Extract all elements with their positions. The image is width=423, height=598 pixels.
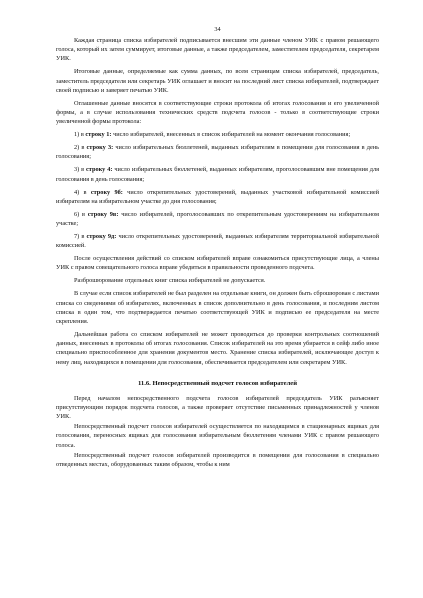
paragraph-text: число избирательных бюллетеней, выданных избирателям, проголосовавшим вне помещения для голосования в день голосования; xyxy=(56,166,379,183)
row-reference: строку 1: xyxy=(85,131,112,139)
row-reference: строку 9д: xyxy=(86,233,117,241)
paragraph xyxy=(56,276,379,285)
paragraph xyxy=(56,67,379,95)
text-block-bottom xyxy=(56,394,379,469)
paragraph-text: 1) в xyxy=(74,131,86,139)
paragraph xyxy=(56,254,379,272)
paragraph xyxy=(56,188,379,206)
paragraph-text: число избирательных бюллетеней, выданных избирателям в помещении для голосования в день голосования; xyxy=(56,144,379,161)
paragraph xyxy=(56,289,379,326)
paragraph-text: Итоговые данные, определяемые как сумма данных, по всем страницам списка избирателей, председатель, заместитель председателя или секретарь УИК оглашает и вносит на последний лист списка избирателей, подтверждает своей подписью и заверяет печатью УИК. xyxy=(56,68,379,94)
paragraph xyxy=(56,130,379,139)
paragraph xyxy=(56,330,379,367)
paragraph-text: число открепительных удостоверений, выданных избирателям территориальной избирательной комиссией. xyxy=(56,233,379,250)
paragraph xyxy=(56,394,379,422)
paragraph xyxy=(56,36,379,64)
text-block-top xyxy=(56,36,379,367)
paragraph xyxy=(56,451,379,469)
paragraph-text: Непосредственный подсчет голосов избирателей осуществляется по находящимся в стационарных ящиках для голосования, переносных ящиках для голосования избирательным бюллетеням членами УИК с правом решающего голоса. xyxy=(56,423,379,449)
row-reference: строку 3: xyxy=(86,144,114,152)
paragraph-text: Дальнейшая работа со списком избирателей не может проводиться до проверки контрольных соотношений данных, внесенных в протоколы об итогах голосования. Список избирателей на это время убирается в сейф либо иное специально приспособленное для хранения документов место. Хранение списка избирателей, исключающее доступ к нему лиц, находящихся в помещении для голосования, обеспечивается председателем или секретарем УИК. xyxy=(56,331,379,366)
paragraph-text: число избирателей, внесенных в список избирателей на момент окончания голосования; xyxy=(111,131,351,139)
paragraph-text: Разброшюрование отдельных книг списка избирателей не допускается. xyxy=(74,277,266,285)
paragraph-text: Перед началом непосредственного подсчета голосов избирателей председатель УИК разъясняет присутствующим порядок подсчета голосов, а также проверяет отсутствие письменных принадлежностей у членов УИК. xyxy=(56,394,379,421)
paragraph-text: 3) в xyxy=(74,166,86,174)
paragraph-text: Непосредственный подсчет голосов избирателей производится в помещении для голосования в специально отведенных местах, оборудованных таким образом, чтобы к ним xyxy=(56,451,379,468)
paragraph-text: 2) в xyxy=(74,144,87,152)
paragraph xyxy=(56,210,379,228)
paragraph-text: 4) в xyxy=(74,188,91,196)
row-reference: строку 4: xyxy=(86,166,113,174)
paragraph-text: В случае если список избирателей не был разделен на отдельные книги, он должен быть сброшюрован с листами списка со сведениями об избирателях, включенных в список дополнительно в день голосования, и последним листом списка в один том, что подтверждается печатью соответствующей УИК и подписью ее председателя на месте скрепления. xyxy=(56,290,379,326)
paragraph-text: После осуществления действий со списком избирателей вправе ознакомиться присутствующие лица, а члены УИК с правом совещательного голоса вправе убедиться в правильности проведенного подсчета. xyxy=(56,255,379,272)
paragraph-text: Каждая страница списка избирателей подписывается внесшим эти данные членом УИК с правом решающего голоса, который их затем суммирует, итоговые данные, а также председателем, заместителем председателя, секретарем УИК. xyxy=(56,37,379,63)
paragraph xyxy=(56,99,379,127)
paragraph-text: 6) в xyxy=(74,210,88,218)
paragraph xyxy=(56,165,379,183)
paragraph xyxy=(56,143,379,161)
section-heading: 11.6. Непосредственный подсчет голосов избирателей xyxy=(137,379,298,387)
paragraph xyxy=(56,422,379,450)
paragraph-text: 7) в xyxy=(74,233,87,241)
paragraph xyxy=(56,232,379,250)
row-reference: строку 9б: xyxy=(90,188,123,196)
paragraph-text: число открепительных удостоверений, выданных участковой избирательной комиссией избирателям на избирательном участке до дня голосования; xyxy=(56,188,379,205)
paragraph-text: Оглашенные данные вносятся в соответствующие строки протокола об итогах голосования и его увеличенной формы, а в случае использования технических средств подсчета голосов - только в соответствующие строки увеличенной формы протокола: xyxy=(56,99,379,126)
row-reference: строку 9в: xyxy=(87,210,119,218)
paragraph-text: число избирателей, проголосовавших по открепительным удостоверениям на избирательном участке; xyxy=(56,210,379,228)
page-number: 34 xyxy=(214,26,221,33)
